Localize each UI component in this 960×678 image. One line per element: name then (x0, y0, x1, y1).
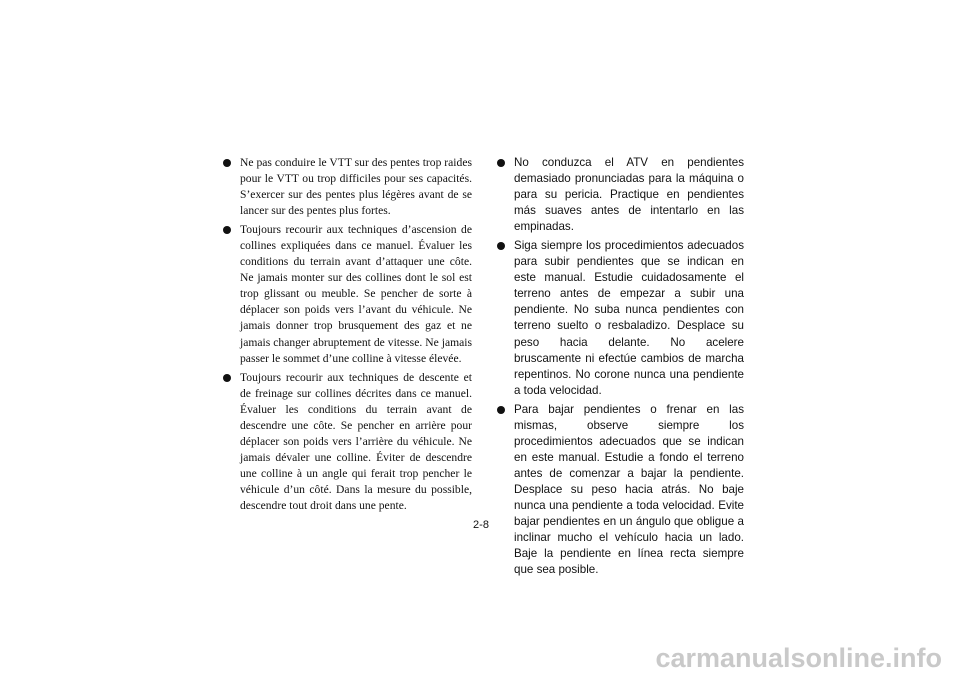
bullet-icon (497, 406, 505, 414)
bullet-icon (223, 159, 231, 167)
list-item-text: No conduzca el ATV en pendientes demasiado pronunciadas para la máquina o para su pericia. Practique en pendientes más suaves antes de intentarlo en las empinadas. (514, 156, 744, 234)
list-item (222, 222, 472, 366)
list-item-text: Toujours recourir aux techniques de descente et de freinage sur collines décrites dans ce manuel. Évaluer les conditions du terrain avant de descendre une côte. Se pencher en arrière pour déplacer son poids vers l’arrière du véhicule. Ne jamais dévaler une colline. Éviter de descendre une colline à un angle qui ferait trop pencher le véhicule d’un côté. Dans la mesure du possible, descendre tout droit dans une pente. (240, 370, 472, 512)
list-item (222, 370, 472, 514)
list-item (496, 155, 744, 235)
list-item (496, 238, 744, 398)
list-item-text: Toujours recourir aux techniques d’ascension de collines expliquées dans ce manuel. Évaluer les conditions du terrain avant d’attaquer une côte. Ne jamais monter sur des collines dont le sol est trop glissant ou meuble. Se pencher de sorte à déplacer son poids vers l’avant du véhicule. Ne jamais donner trop brusquement des gaz et ne jamais changer abruptement de vitesse. Ne jamais passer le sommet d’une colline à vitesse élevée. (240, 223, 472, 365)
list-item (222, 155, 472, 219)
list-item-text: Para bajar pendientes o frenar en las mismas, observe siempre los procedimientos adecuados que se indican en este manual. Estudie a fondo el terreno antes de comenzar a bajar la pendiente. Desplace su peso hacia atrás. No baje nunca una pendiente a toda velocidad. Evite bajar pendientes en un ángulo que obligue a inclinar mucho el vehículo hacia un lado. Baje la pendiente en línea recta siempre que sea posible. (514, 402, 744, 577)
bullet-icon (223, 374, 231, 382)
french-column (222, 155, 472, 517)
bullet-icon (497, 159, 505, 167)
bullet-icon (497, 242, 505, 250)
watermark: carmanualsonline.info (655, 643, 942, 673)
spanish-column (496, 155, 744, 581)
bullet-icon (223, 226, 231, 234)
list-item-text: Siga siempre los procedimientos adecuados para subir pendientes que se indican en este manual. Estudie cuidadosamente el terreno antes de empezar a subir una pendiente. No suba nunca pendientes con terreno suelto o resbaladizo. Desplace su peso hacia delante. No acelere bruscamente ni efectúe cambios de marcha repentinos. No corone nunca una pendiente a toda velocidad. (514, 239, 744, 397)
list-item-text: Ne pas conduire le VTT sur des pentes trop raides pour le VTT ou trop difficiles pour ses capacités. S’exercer sur des pentes plus légères avant de se lancer sur des pentes plus fortes. (240, 156, 472, 218)
list-item (496, 402, 744, 579)
page-number: 2-8 (473, 519, 489, 531)
